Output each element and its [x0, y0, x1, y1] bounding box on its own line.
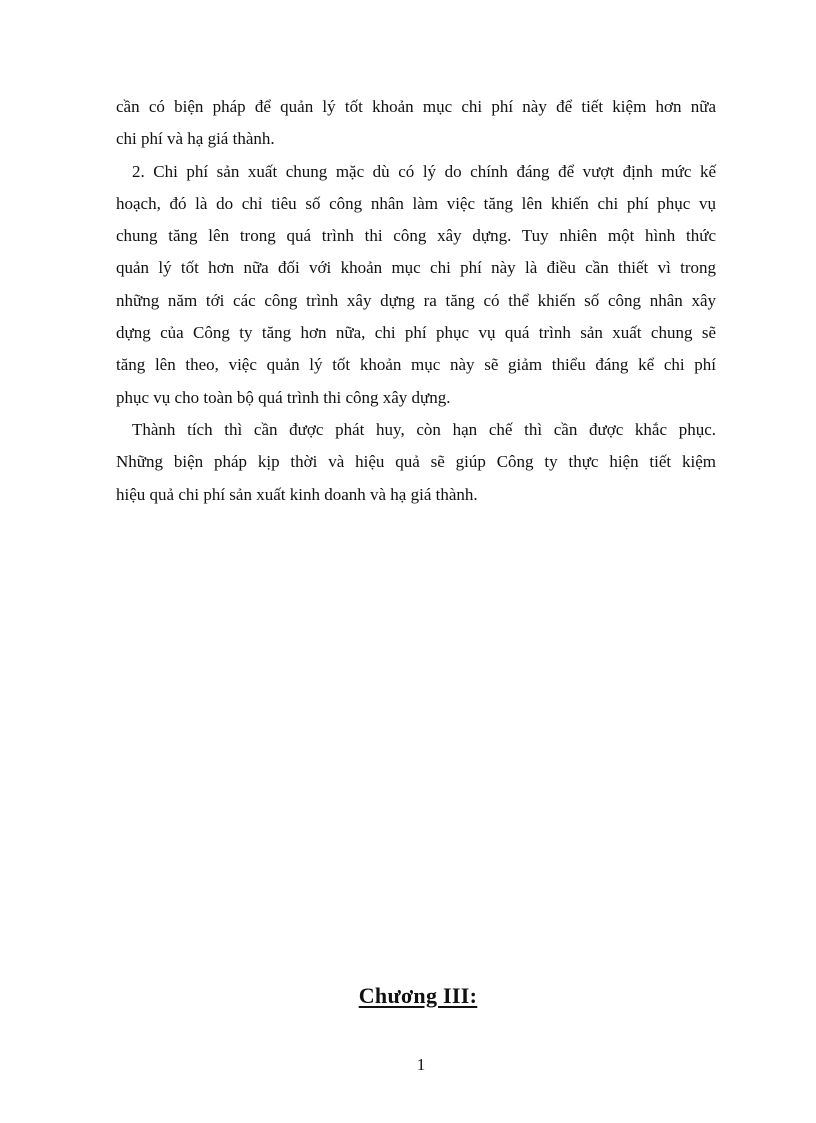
text-line: dựng của Công ty tăng hơn nữa, chi phí phục vụ quá trình sản xuất chung sẽ [116, 323, 716, 343]
text-line: cần có biện pháp để quản lý tốt khoản mục chi phí này để tiết kiệm hơn nữa [116, 97, 716, 116]
text-line: những năm tới các công trình xây dựng ra tăng có thể khiến số công nhân xây [116, 290, 716, 310]
text-line: chung tăng lên trong quá trình thi công xây dựng. Tuy nhiên một hình thức [116, 226, 716, 246]
text-line: Những biện pháp kịp thời và hiệu quả sẽ giúp Công ty thực hiện tiết kiệm [116, 452, 716, 472]
page-number: 1 [416, 1055, 426, 1074]
text-line: 2. Chi phí sản xuất chung mặc dù có lý do chính đáng để vượt định mức kế [132, 161, 716, 181]
paragraph-1 [116, 91, 716, 156]
body-text [116, 91, 716, 511]
paragraph-2 [116, 156, 716, 414]
paragraph-3 [116, 414, 716, 511]
text-line: tăng lên theo, việc quản lý tốt khoản mục này sẽ giảm thiểu đáng kể chi phí [116, 355, 716, 375]
text-line: Thành tích thì cần được phát huy, còn hạn chế thì cần được khắc phục. [132, 419, 716, 439]
chapter-heading: Chương III: [358, 983, 478, 1008]
text-line: quản lý tốt hơn nữa đối với khoản mục chi phí này là điều cần thiết vì trong [116, 258, 716, 278]
text-line: chi phí và hạ giá thành. [116, 129, 275, 149]
text-line: phục vụ cho toàn bộ quá trình thi công xây dựng. [116, 387, 451, 407]
text-line: hiệu quả chi phí sản xuất kinh doanh và hạ giá thành. [116, 484, 478, 504]
text-line: hoạch, đó là do chỉ tiêu số công nhân làm việc tăng lên khiến chi phí phục vụ [116, 193, 716, 213]
